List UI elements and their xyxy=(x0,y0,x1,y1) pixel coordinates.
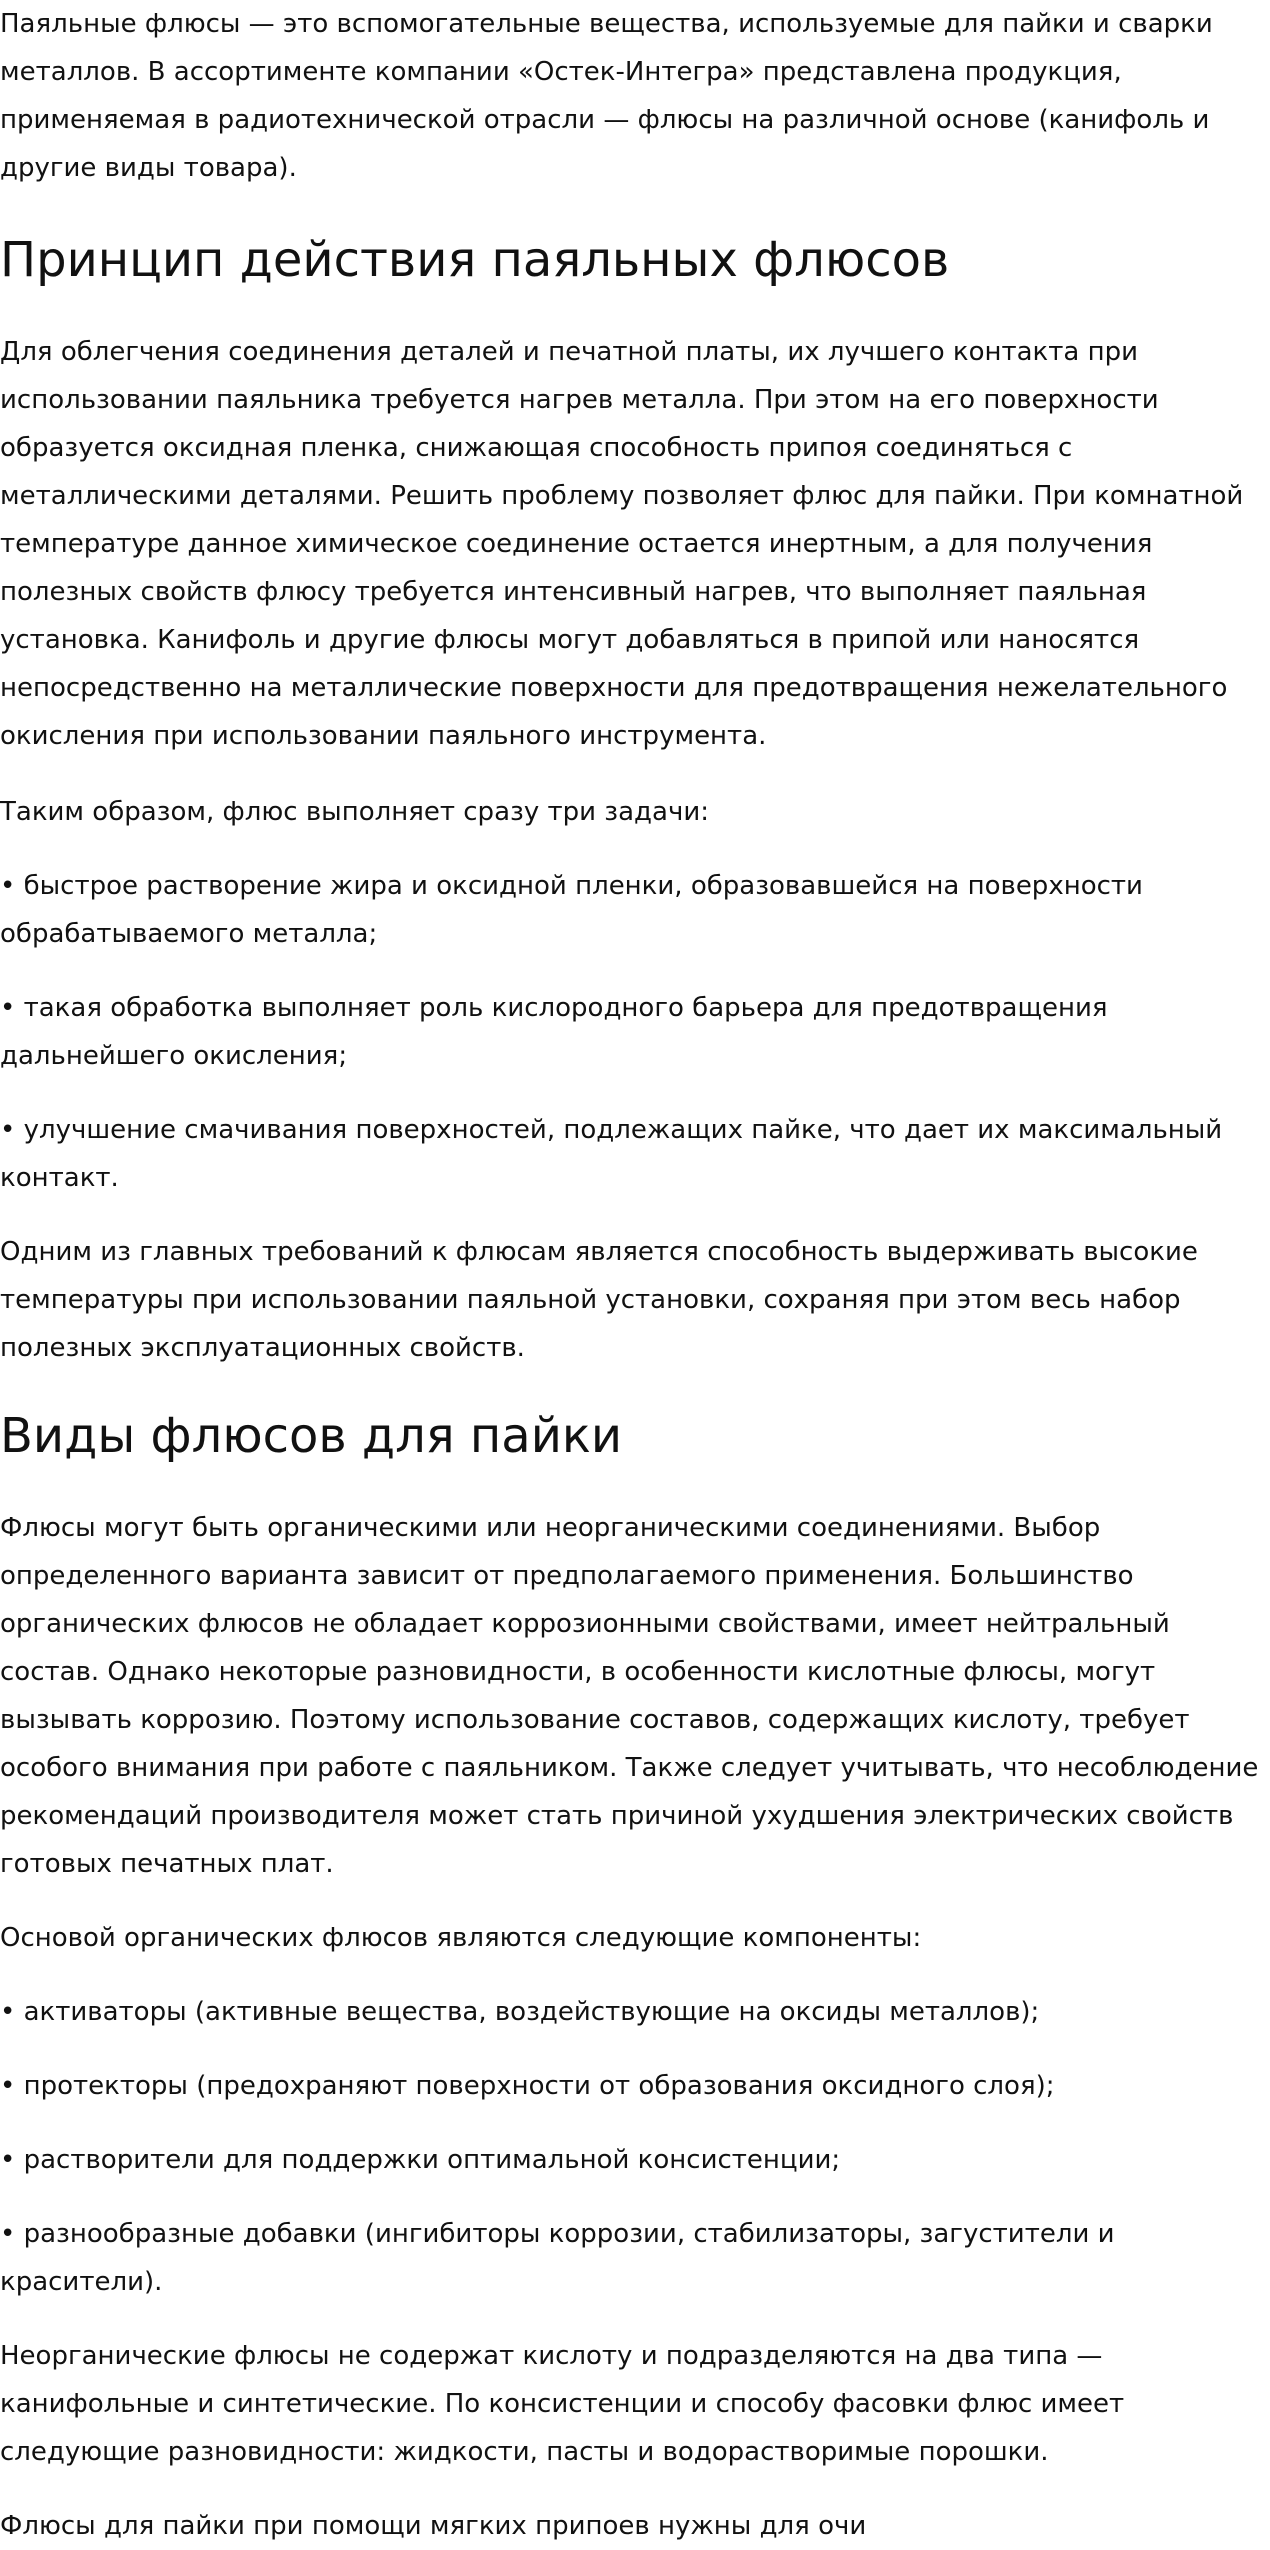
soft-solder-paragraph: Флюсы для пайки при помощи мягких припоев нужны для очи xyxy=(0,2511,867,2541)
task-list-item: • такая обработка выполняет роль кислородного барьера для предотвращения дальнейшего окисления; xyxy=(0,993,1108,1071)
section-heading-types: Виды флюсов для пайки xyxy=(0,1408,623,1464)
task-list-item: • быстрое растворение жира и оксидной пленки, образовавшейся на поверхности обрабатываемого металла; xyxy=(0,871,1143,949)
task-list-item: • улучшение смачивания поверхностей, подлежащих пайке, что дает их максимальный контакт. xyxy=(0,1115,1223,1193)
inorganic-paragraph: Неорганические флюсы не содержат кислоту и подразделяются на два типа — канифольные и синтетические. По консистенции и способу фасовки флюс имеет следующие разновидности: жидкости, пасты и водорастворимые порошки. xyxy=(0,2341,1125,2467)
component-list-item: • растворители для поддержки оптимальной консистенции; xyxy=(0,2145,841,2175)
component-list-item: • активаторы (активные вещества, воздействующие на оксиды металлов); xyxy=(0,1997,1040,2027)
intro-paragraph: Паяльные флюсы — это вспомогательные вещества, используемые для пайки и сварки металлов. В ассортименте компании «Остек-Интегра» представлена продукция, применяемая в радиотехнической отрасли — флюсы на различной основе (канифоль и другие виды товара). xyxy=(0,9,1213,183)
component-list-item: • протекторы (предохраняют поверхности от образования оксидного слоя); xyxy=(0,2071,1055,2101)
principle-paragraph: Для облегчения соединения деталей и печатной платы, их лучшего контакта при использовании паяльника требуется нагрев металла. При этом на его поверхности образуется оксидная пленка, снижающая способность припоя соединяться с металлическими деталями. Решить проблему позволяет флюс для пайки. При комнатной температуре данное химическое соединение остается инертным, а для получения полезных свойств флюсу требуется интенсивный нагрев, что выполняет паяльная установка. Канифоль и другие флюсы могут добавляться в припой или наносятся непосредственно на металлические поверхности для предотвращения нежелательного окисления при использовании паяльного инструмента. xyxy=(0,337,1244,751)
requirements-paragraph: Одним из главных требований к флюсам является способность выдерживать высокие температуры при использовании паяльной установки, сохраняя при этом весь набор полезных эксплуатационных свойств. xyxy=(0,1237,1198,1363)
components-intro-paragraph: Основой органических флюсов являются следующие компоненты: xyxy=(0,1923,922,1953)
tasks-intro-paragraph: Таким образом, флюс выполняет сразу три задачи: xyxy=(0,797,709,827)
component-list-item: • разнообразные добавки (ингибиторы коррозии, стабилизаторы, загустители и красители). xyxy=(0,2219,1115,2297)
section-heading-principle: Принцип действия паяльных флюсов xyxy=(0,232,950,288)
types-paragraph: Флюсы могут быть органическими или неорганическими соединениями. Выбор определенного варианта зависит от предполагаемого применения. Большинство органических флюсов не обладает коррозионными свойствами, имеет нейтральный состав. Однако некоторые разновидности, в особенности кислотные флюсы, могут вызывать коррозию. Поэтому использование составов, содержащих кислоту, требует особого внимания при работе с паяльником. Также следует учитывать, что несоблюдение рекомендаций производителя может стать причиной ухудшения электрических свойств готовых печатных плат. xyxy=(0,1513,1259,1879)
